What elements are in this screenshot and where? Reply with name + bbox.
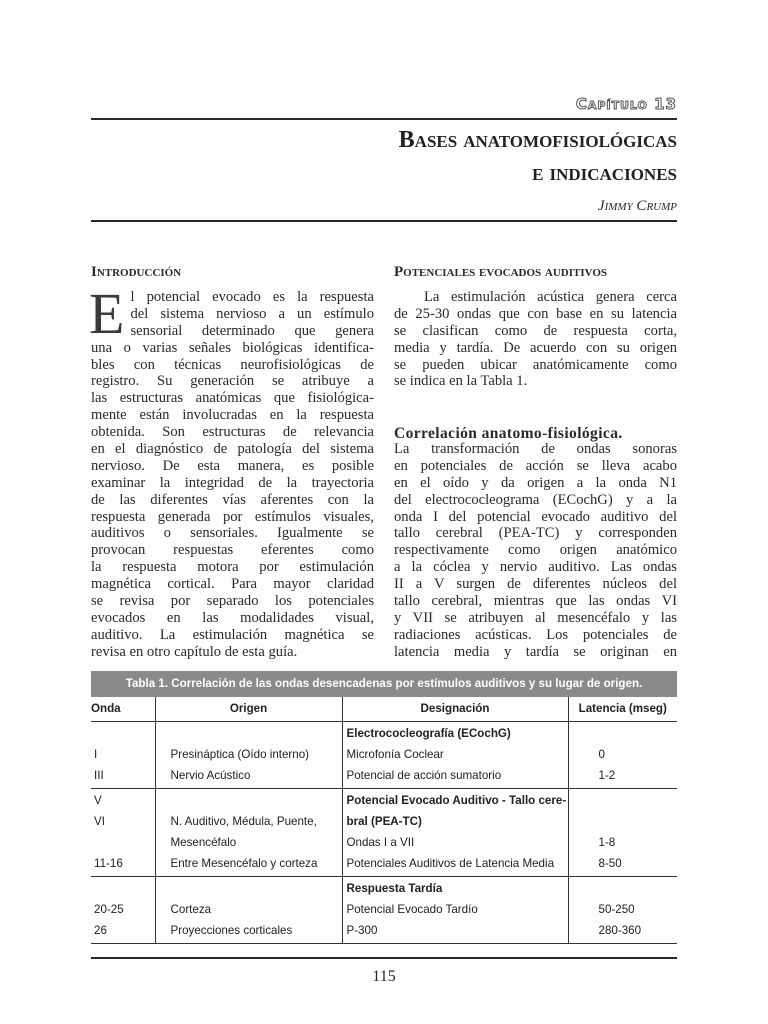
cell-text: VI <box>94 814 105 828</box>
text-line: examinar la integridad de la trayectoria <box>91 474 374 491</box>
cell-text: P-300 <box>346 923 378 937</box>
text-line: auditivos o sensoriales. Igualmente se <box>91 525 374 542</box>
col-header-onda: Onda <box>91 697 155 721</box>
text-line: y VII se atribuyen al mesencéfalo y las <box>394 609 677 626</box>
table-caption: Tabla 1. Correlación de las ondas desencadenas por estímulos auditivos y su lugar de origen. <box>91 671 677 697</box>
text-line: sensorial determinado que genera <box>130 322 374 339</box>
page-title <box>399 124 677 190</box>
text-line: La estimulación acústica genera cerca <box>424 289 677 305</box>
cell-text <box>599 811 674 832</box>
cell-text <box>94 832 151 853</box>
text-line: l potencial evocado es la respuesta <box>130 289 374 305</box>
table-cell-onda <box>91 721 155 788</box>
text-line: en potenciales de acción se lleva acabo <box>394 457 677 474</box>
cell-text: Microfonía Coclear <box>346 747 444 761</box>
table-cell-designacion <box>342 721 568 788</box>
correlation-subheading: Correlación anatomo-fisiológica. <box>394 425 623 442</box>
cell-text: I <box>94 747 98 761</box>
cell-text: 0 <box>598 747 605 761</box>
cell-text: Entre Mesencéfalo y corteza <box>170 856 318 870</box>
text-line: se indica en la Tabla 1. <box>394 373 528 390</box>
table-row <box>91 876 677 943</box>
pea-heading: Potenciales evocados auditivos <box>394 264 608 280</box>
cell-text: 11-16 <box>94 856 123 870</box>
text-line: media y tardía. De acuerdo con su origen <box>394 339 677 356</box>
title-line-1: Bases anatomofisiológicas <box>398 127 677 153</box>
drop-cap: E <box>89 281 125 346</box>
cell-text: Electrococleografía (ECochG) <box>346 726 511 740</box>
table-cell-origen <box>155 788 342 876</box>
pea-body <box>394 289 677 390</box>
text-line: una o varias señales biológicas identifica- <box>91 339 374 356</box>
text-line: latencia media y tardía se originan en <box>394 643 677 660</box>
text-line: en el oído y da origen a la onda N1 <box>394 474 677 491</box>
cell-text: 280-360 <box>598 923 642 937</box>
text-line: nervioso. De esta manera, es posible <box>91 457 374 474</box>
table-cell-origen <box>155 721 342 788</box>
text-line: magnética cortical. Para mayor claridad <box>91 576 374 593</box>
cell-text <box>599 723 674 744</box>
cell-text: 50-250 <box>598 902 635 916</box>
cell-text <box>94 723 151 744</box>
cell-text: 8-50 <box>598 856 622 870</box>
cell-text: Nervio Acústico <box>170 768 251 782</box>
table-header-row <box>91 697 677 721</box>
cell-text: 20-25 <box>94 902 124 916</box>
col-header-origen: Origen <box>155 697 342 721</box>
text-line: tallo cerebral, mientras que las ondas VI <box>394 593 677 610</box>
text-line: de las diferentes vías aferentes con la <box>91 491 374 508</box>
cell-text: V <box>94 793 102 807</box>
text-line: onda I del potencial evocado auditivo del <box>394 508 677 525</box>
text-line: registro. Su generación se atribuye a <box>91 373 374 390</box>
text-line: bles con técnicas neurofisiológicas de <box>91 356 374 373</box>
text-line: radiaciones acústicas. Los potenciales de <box>394 626 677 643</box>
table-1 <box>91 671 677 944</box>
intro-heading: Introducción <box>91 264 182 280</box>
title-line-2: e indicaciones <box>532 160 677 186</box>
cell-text: Potencial Evocado Tardío <box>346 902 478 916</box>
text-line: respuesta generada por estímulos visuales, <box>91 508 374 525</box>
text-line: obtenida. Son estructuras de relevancia <box>91 424 374 441</box>
cell-text: III <box>94 768 104 782</box>
cell-text: Ondas I a VII <box>346 835 415 849</box>
text-line: las estructuras anatómicas que fisiológica- <box>91 390 374 407</box>
text-line: del electrococleograma (ECochG) y a la <box>394 491 677 508</box>
cell-text <box>94 878 151 899</box>
text-line: II a V surgen de diferentes núcleos del <box>394 576 677 593</box>
text-line: se pueden ubicar anatómicamente como <box>394 356 677 373</box>
table-cell-latencia <box>568 788 677 876</box>
text-line: a la cóclea y nervio auditivo. Las ondas <box>394 559 677 576</box>
text-line: se clasifican como de respuesta corta, <box>394 322 677 339</box>
text-line: La transformación de ondas sonoras <box>394 441 677 457</box>
text-line: del sistema nervioso a un estímulo <box>130 305 374 322</box>
table-cell-onda <box>91 876 155 943</box>
chapter-label: Capítulo 13 <box>575 95 677 113</box>
col-header-latencia: Latencia (mseg) <box>568 697 677 721</box>
table-row <box>91 721 677 788</box>
cell-text <box>171 723 338 744</box>
header-rule-bottom <box>91 220 677 222</box>
text-line: tallo cerebral (PEA-TC) y corresponden <box>394 525 677 542</box>
col-header-designacion: Designación <box>342 697 568 721</box>
table-cell-latencia <box>568 876 677 943</box>
intro-body <box>89 281 374 661</box>
cell-text: N. Auditivo, Médula, Puente, <box>170 814 317 828</box>
cell-text <box>171 878 338 899</box>
text-line: revisa en otro capítulo de esta guía. <box>91 643 298 660</box>
cell-text: Corteza <box>170 902 212 916</box>
text-line: evocados en las modalidades visual, <box>91 609 374 626</box>
table-cell-origen <box>155 876 342 943</box>
text-line: la respuesta motora por estimulación <box>91 559 374 576</box>
author-name: Jimmy Crump <box>597 198 677 214</box>
cell-text: Potencial Evocado Auditivo - Tallo cere- <box>346 793 567 807</box>
text-line: mente están involucradas en la respuesta <box>91 407 374 424</box>
cell-text: Proyecciones corticales <box>170 923 293 937</box>
text-line: de 25-30 ondas que con base en su latencia <box>394 305 677 322</box>
cell-text: bral (PEA-TC) <box>346 814 422 828</box>
table-cell-latencia <box>568 721 677 788</box>
text-line: en el diagnóstico de patología del sistema <box>91 441 374 458</box>
page-number: 115 <box>372 968 396 985</box>
cell-text: Mesencéfalo <box>170 835 237 849</box>
table-row <box>91 788 677 876</box>
data-table <box>91 697 677 944</box>
footer-rule <box>91 957 677 959</box>
table-cell-onda <box>91 788 155 876</box>
cell-text: 1-8 <box>598 835 616 849</box>
table-cell-designacion <box>342 876 568 943</box>
text-line: provocan respuestas eferentes como <box>91 542 374 559</box>
table-cell-designacion <box>342 788 568 876</box>
cell-text: 1-2 <box>598 768 616 782</box>
cell-text <box>599 790 674 811</box>
cell-text: Potencial de acción sumatorio <box>346 768 502 782</box>
cell-text: Presináptica (Oído interno) <box>170 747 310 761</box>
header-rule-top <box>91 118 677 120</box>
text-line: auditivo. La estimulación magnética se <box>91 626 374 643</box>
correlation-body <box>394 441 677 661</box>
text-line: se revisa por separado los potenciales <box>91 593 374 610</box>
cell-text <box>171 790 338 811</box>
text-line: respectivamente como origen anatómico <box>394 542 677 559</box>
cell-text <box>599 878 674 899</box>
cell-text: Potenciales Auditivos de Latencia Media <box>346 856 555 870</box>
cell-text: 26 <box>94 923 107 937</box>
cell-text: Respuesta Tardía <box>346 881 443 895</box>
